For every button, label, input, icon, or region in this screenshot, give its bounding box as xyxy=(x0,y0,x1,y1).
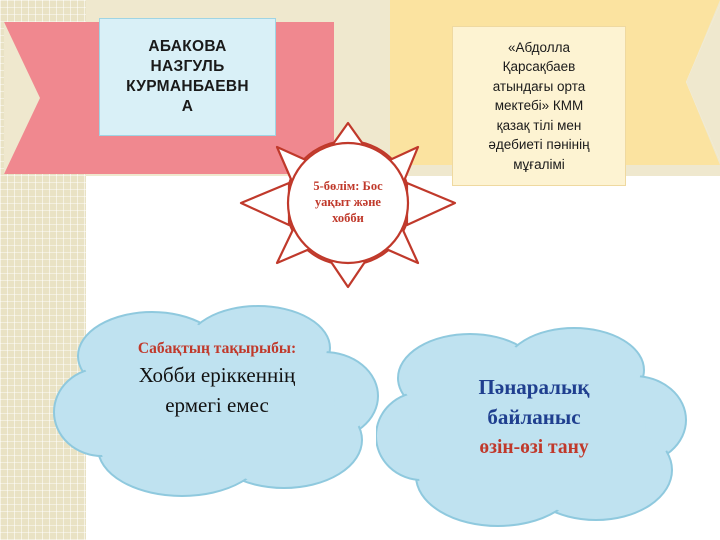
school-info-line: әдебиеті пәнінің xyxy=(488,137,590,153)
lesson-topic-label: Сабақтың тақырыбы: xyxy=(137,340,297,357)
cross-curricular-subject: өзін-өзі тану xyxy=(479,437,589,458)
pink-ribbon-notch xyxy=(4,22,44,174)
teacher-name-line: АБАКОВА xyxy=(148,38,227,55)
center-topic-line: 5-бөлім: Бос xyxy=(313,179,383,193)
teacher-name-line: НАЗГУЛЬ xyxy=(150,58,225,75)
center-topic-line: хобби xyxy=(332,211,364,225)
school-info-line: мұғалімі xyxy=(513,156,565,172)
yellow-ribbon-notch xyxy=(686,0,720,165)
center-topic-line: уақыт және xyxy=(315,195,381,209)
lesson-topic-text xyxy=(72,338,362,420)
center-topic-label xyxy=(287,178,409,226)
school-info-line: атындағы орта xyxy=(492,78,586,94)
cross-curricular-text xyxy=(418,372,650,462)
school-info-line: «Абдолла xyxy=(508,39,570,55)
teacher-name-line: А xyxy=(181,98,194,115)
school-info-line: Қарсақбаев xyxy=(502,59,576,75)
lesson-topic-line: Хобби еріккеннің xyxy=(138,363,296,387)
school-info-line: мектебі» КММ xyxy=(494,98,584,114)
cross-curricular-line: байланыс xyxy=(487,405,581,429)
cross-curricular-line: Пәнаралық xyxy=(478,375,590,399)
teacher-name-line: КУРМАНБАЕВН xyxy=(126,78,249,95)
lesson-topic-line: ермегі емес xyxy=(165,393,269,417)
school-info-line: қазақ тілі мен xyxy=(496,117,582,133)
